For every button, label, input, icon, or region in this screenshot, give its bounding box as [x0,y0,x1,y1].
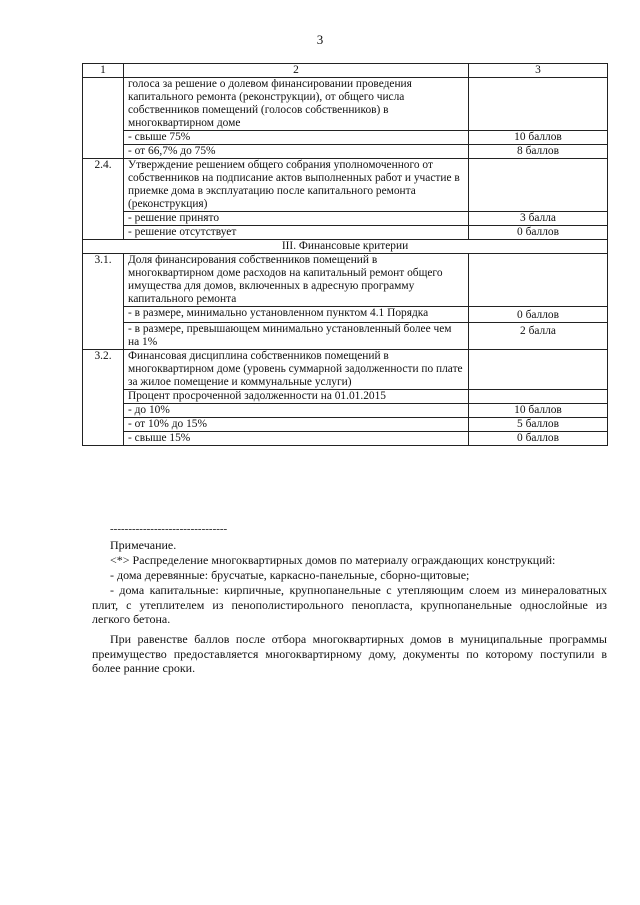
option-score: 5 баллов [469,418,608,432]
option-score: 10 баллов [469,131,608,145]
row-number: 3.1. [83,254,124,350]
option-score: 0 баллов [469,226,608,240]
option-score: 2 балла [469,323,608,350]
score-cell [469,254,608,307]
table-row [83,307,608,323]
table-row [83,390,608,404]
criterion-text: Доля финансирования собственников помещений в многоквартирном доме расходов на капитальный ремонт общего имущества для домов, включенных в адресную программу капитального ремонта [124,254,469,307]
option-label: - от 66,7% до 75% [124,145,469,159]
option-label: - до 10% [124,404,469,418]
table-row [83,145,608,159]
option-score: 8 баллов [469,145,608,159]
option-label: - свыше 15% [124,432,469,446]
option-label: - от 10% до 15% [124,418,469,432]
option-score: 0 баллов [469,432,608,446]
header-cell-1: 1 [83,64,124,78]
table-row [83,159,608,212]
score-cell [469,78,608,131]
table-header-row [83,64,608,78]
option-subheading: Процент просроченной задолженности на 01.01.2015 [124,390,469,404]
note-paragraph: При равенстве баллов после отбора многоквартирных домов в муниципальные программы преимущество предоставляется многоквартирному дому, документы по которому поступили в более ранние сроки. [92,632,607,675]
table-row [83,78,608,131]
note-title: Примечание. [110,538,177,552]
criterion-text: Утверждение решением общего собрания уполномоченного от собственников на подписание актов выполненных работ и участие в приемке дома в эксплуатацию после капитального ремонта (реконструкция) [124,159,469,212]
table-row [83,323,608,350]
option-score: 0 баллов [469,307,608,323]
criteria-table [82,63,608,446]
page-number: 3 [316,32,324,47]
criterion-text: Финансовая дисциплина собственников помещений в многоквартирном доме (уровень суммарной задолженности по плате за жилое помещение и коммунальные услуги) [124,350,469,390]
option-score: 10 баллов [469,404,608,418]
note-line: <*> Распределение многоквартирных домов по материалу ограждающих конструкций: [110,553,556,567]
option-label: - в размере, превышающем минимально установленный более чем на 1% [124,323,469,350]
row-number: 3.2. [83,350,124,446]
option-score: 3 балла [469,212,608,226]
option-label: - свыше 75% [124,131,469,145]
row-number: 2.4. [83,159,124,240]
option-label: - в размере, минимально установленном пунктом 4.1 Порядка [124,307,469,323]
footnote-separator: -------------------------------- [110,523,228,535]
criterion-text: голоса за решение о долевом финансировании проведения капитального ремонта (реконструкции), от общего числа собственников помещений (голосов собственников) в многоквартирном доме [124,78,469,131]
table-row [83,212,608,226]
note-line: - дома капитальные: кирпичные, крупнопанельные с утепляющим слоем из минераловатных плит, с утеплителем из пенополистирольного пенопласта, крупнопанельные однослойные из легкого бетона. [92,583,607,626]
score-cell [469,350,608,390]
score-cell [469,390,608,404]
section-heading: III. Финансовые критерии [83,240,608,254]
table-row [83,418,608,432]
header-cell-3: 3 [469,64,608,78]
header-cell-2: 2 [124,64,469,78]
section-row [83,240,608,254]
table-row [83,226,608,240]
row-number [83,78,124,159]
table-row [83,350,608,390]
score-cell [469,159,608,212]
option-label: - решение принято [124,212,469,226]
option-label: - решение отсутствует [124,226,469,240]
table-row [83,432,608,446]
note-line: - дома деревянные: брусчатые, каркасно-панельные, сборно-щитовые; [110,568,470,582]
table-row [83,254,608,307]
table-row [83,404,608,418]
table-row [83,131,608,145]
